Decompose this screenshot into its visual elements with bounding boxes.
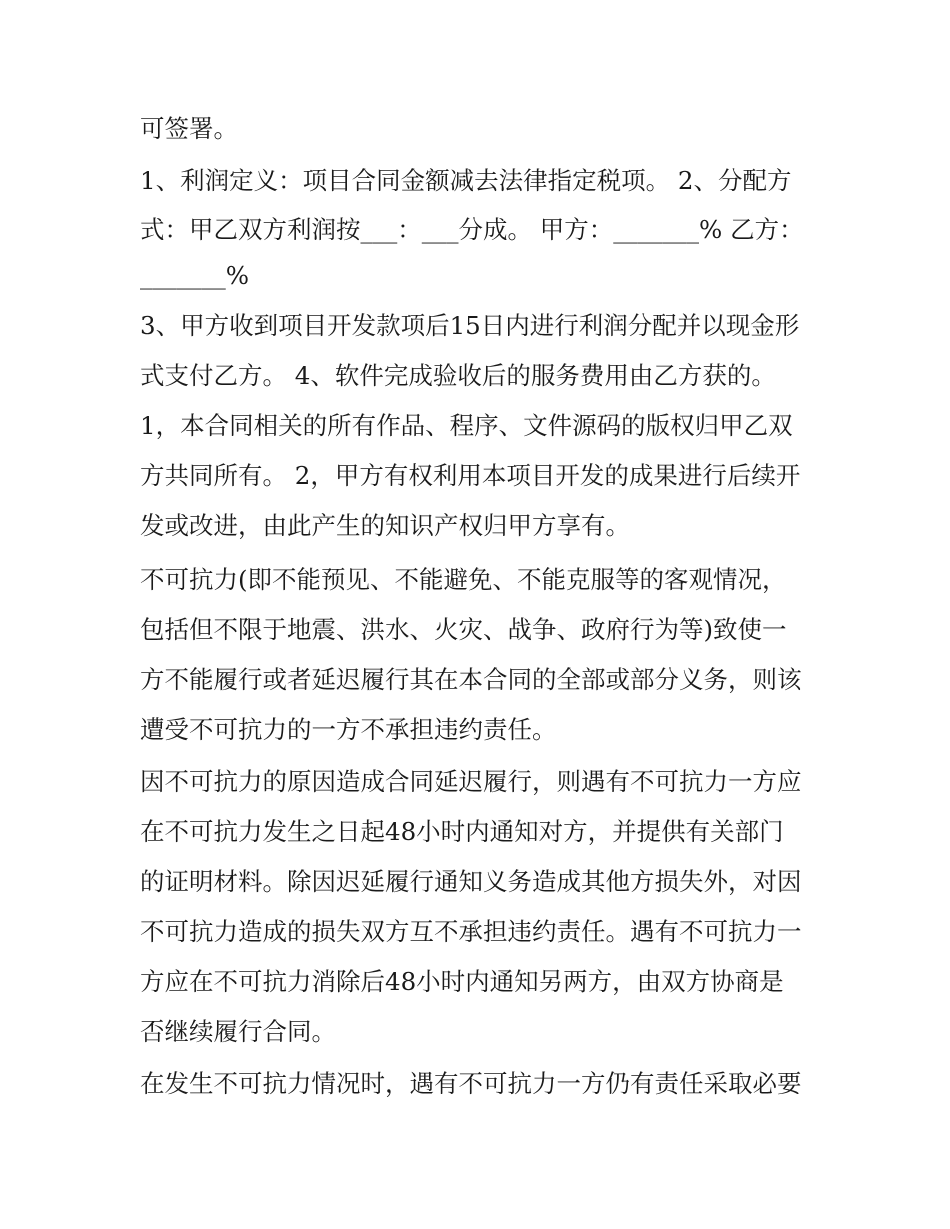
text-line: 方共同所有。 2，甲方有权利用本项目开发的成果进行后续开	[140, 461, 801, 490]
text-line: 式：甲乙双方利润按___：___分成。 甲方：_______% 乙方：	[140, 215, 804, 244]
text-line: 发或改进，由此产生的知识产权归甲方享有。	[140, 511, 630, 540]
text-line: 方应在不可抗力消除后48小时内通知另两方，由双方协商是	[140, 967, 784, 996]
text-line: 遭受不可抗力的一方不承担违约责任。	[140, 715, 557, 744]
text-line: _______%	[140, 261, 250, 290]
text-line: 1、利润定义：项目合同金额减去法律指定税项。 2、分配方	[140, 166, 792, 195]
text-line: 因不可抗力的原因造成合同延迟履行，则遇有不可抗力一方应	[140, 767, 802, 796]
text-line: 3、甲方收到项目开发款项后15日内进行利润分配并以现金形	[140, 311, 800, 340]
text-line: 可签署。	[140, 114, 238, 143]
text-line: 在不可抗力发生之日起48小时内通知对方，并提供有关部门	[140, 817, 784, 846]
text-line: 的证明材料。除因迟延履行通知义务造成其他方损失外，对因	[140, 867, 802, 896]
text-line: 不可抗力(即不能预见、不能避免、不能克服等的客观情况，	[140, 565, 787, 594]
text-line: 包括但不限于地震、洪水、火灾、战争、政府行为等)致使一	[140, 615, 787, 644]
text-line: 式支付乙方。 4、软件完成验收后的服务费用由乙方获的。	[140, 361, 776, 390]
text-line: 否继续履行合同。	[140, 1017, 336, 1046]
text-line: 在发生不可抗力情况时，遇有不可抗力一方仍有责任采取必要	[140, 1069, 802, 1098]
text-line: 1，本合同相关的所有作品、程序、文件源码的版权归甲乙双	[140, 411, 793, 440]
text-line: 不可抗力造成的损失双方互不承担违约责任。遇有不可抗力一	[140, 917, 802, 946]
text-line: 方不能履行或者延迟履行其在本合同的全部或部分义务，则该	[140, 665, 802, 694]
